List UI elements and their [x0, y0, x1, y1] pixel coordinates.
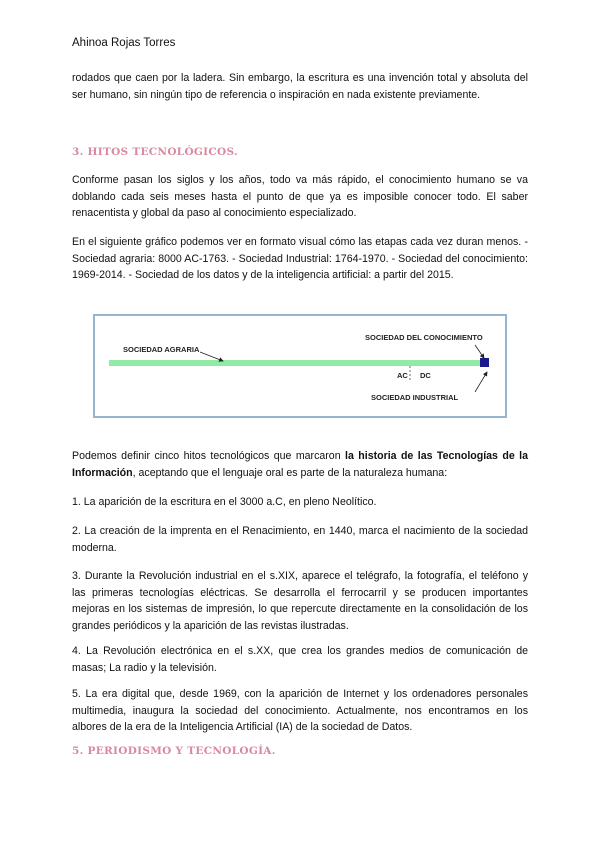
p3-text-before: Podemos definir cinco hitos tecnológicos que marcaron — [72, 450, 346, 462]
milestone-item-1: 1. La aparición de la escritura en el 3000 a.C, en pleno Neolítico. — [72, 496, 377, 508]
label-sociedad-agraria: SOCIEDAD AGRARIA — [123, 345, 200, 354]
section-3-paragraph-3 — [72, 448, 528, 481]
section-3-heading: 3. HITOS TECNOLÓGICOS. — [72, 146, 238, 158]
timeline-svg — [95, 316, 505, 416]
timeline-bar — [109, 360, 481, 366]
timeline-figure — [93, 314, 507, 418]
arrow-industrial — [475, 372, 487, 392]
section-3-paragraph-1: Conforme pasan los siglos y los años, todo va más rápido, el conocimiento humano se va doblando cada seis meses hasta el punto de que ya es imposible conocer todo. El saber renacentista y global da paso al conocimiento especializado. — [72, 174, 528, 219]
label-ac: AC — [397, 371, 408, 380]
section-5-heading: 5. PERIODISMO Y TECNOLOGÍA. — [72, 745, 276, 757]
p3-text-after: , aceptando que el lenguaje oral es parte de la naturaleza humana: — [132, 466, 448, 479]
p3-bold-text: la historia de las Tecnologías de la Información — [72, 450, 528, 479]
arrow-agraria — [200, 352, 223, 361]
timeline-end-marker — [480, 358, 489, 367]
label-dc: DC — [420, 371, 431, 380]
page-header-author: Ahinoa Rojas Torres — [72, 37, 176, 49]
label-sociedad-conocimiento: SOCIEDAD DEL CONOCIMIENTO — [365, 333, 483, 342]
milestone-item-3: 3. Durante la Revolución industrial en el s.XIX, aparece el telégrafo, la fotografía, el teléfono y las primeras tecnologías eléctricas. Se desarrolla el ferrocarril y se producen importantes mejoras en los sistemas de impresión, lo que repercute directamente en la consolidación de los grandes periódicos y la aparición de las revistas ilustradas. — [72, 570, 528, 632]
milestone-item-4: 4. La Revolución electrónica en el s.XX, que crea los grandes medios de comunicación de masas; La radio y la televisión. — [72, 645, 528, 674]
intro-continuation-paragraph: rodados que caen por la ladera. Sin embargo, la escritura es una invención total y absoluta del ser humano, sin ningún tipo de referencia o inspiración en nada existente previamente. — [72, 72, 528, 101]
label-sociedad-industrial: SOCIEDAD INDUSTRIAL — [371, 393, 459, 402]
arrow-conocimiento — [475, 345, 484, 358]
section-3-paragraph-2: En el siguiente gráfico podemos ver en formato visual cómo las etapas cada vez duran menos. - Sociedad agraria: 8000 AC-1763. - Sociedad Industrial: 1764-1970. - Sociedad del conocimiento: 1969-2014. - Sociedad de los datos y de la inteligencia artificial: a partir del 2015. — [72, 236, 528, 281]
milestone-item-5: 5. La era digital que, desde 1969, con la aparición de Internet y los ordenadores personales multimedia, inaugura la sociedad del conocimiento. Actualmente, nos encontramos en los albores de la era de la Inteligencia Artificial (IA) de la sociedad de Datos. — [72, 688, 528, 733]
milestone-item-2: 2. La creación de la imprenta en el Renacimiento, en 1440, marca el nacimiento de la sociedad moderna. — [72, 525, 528, 554]
